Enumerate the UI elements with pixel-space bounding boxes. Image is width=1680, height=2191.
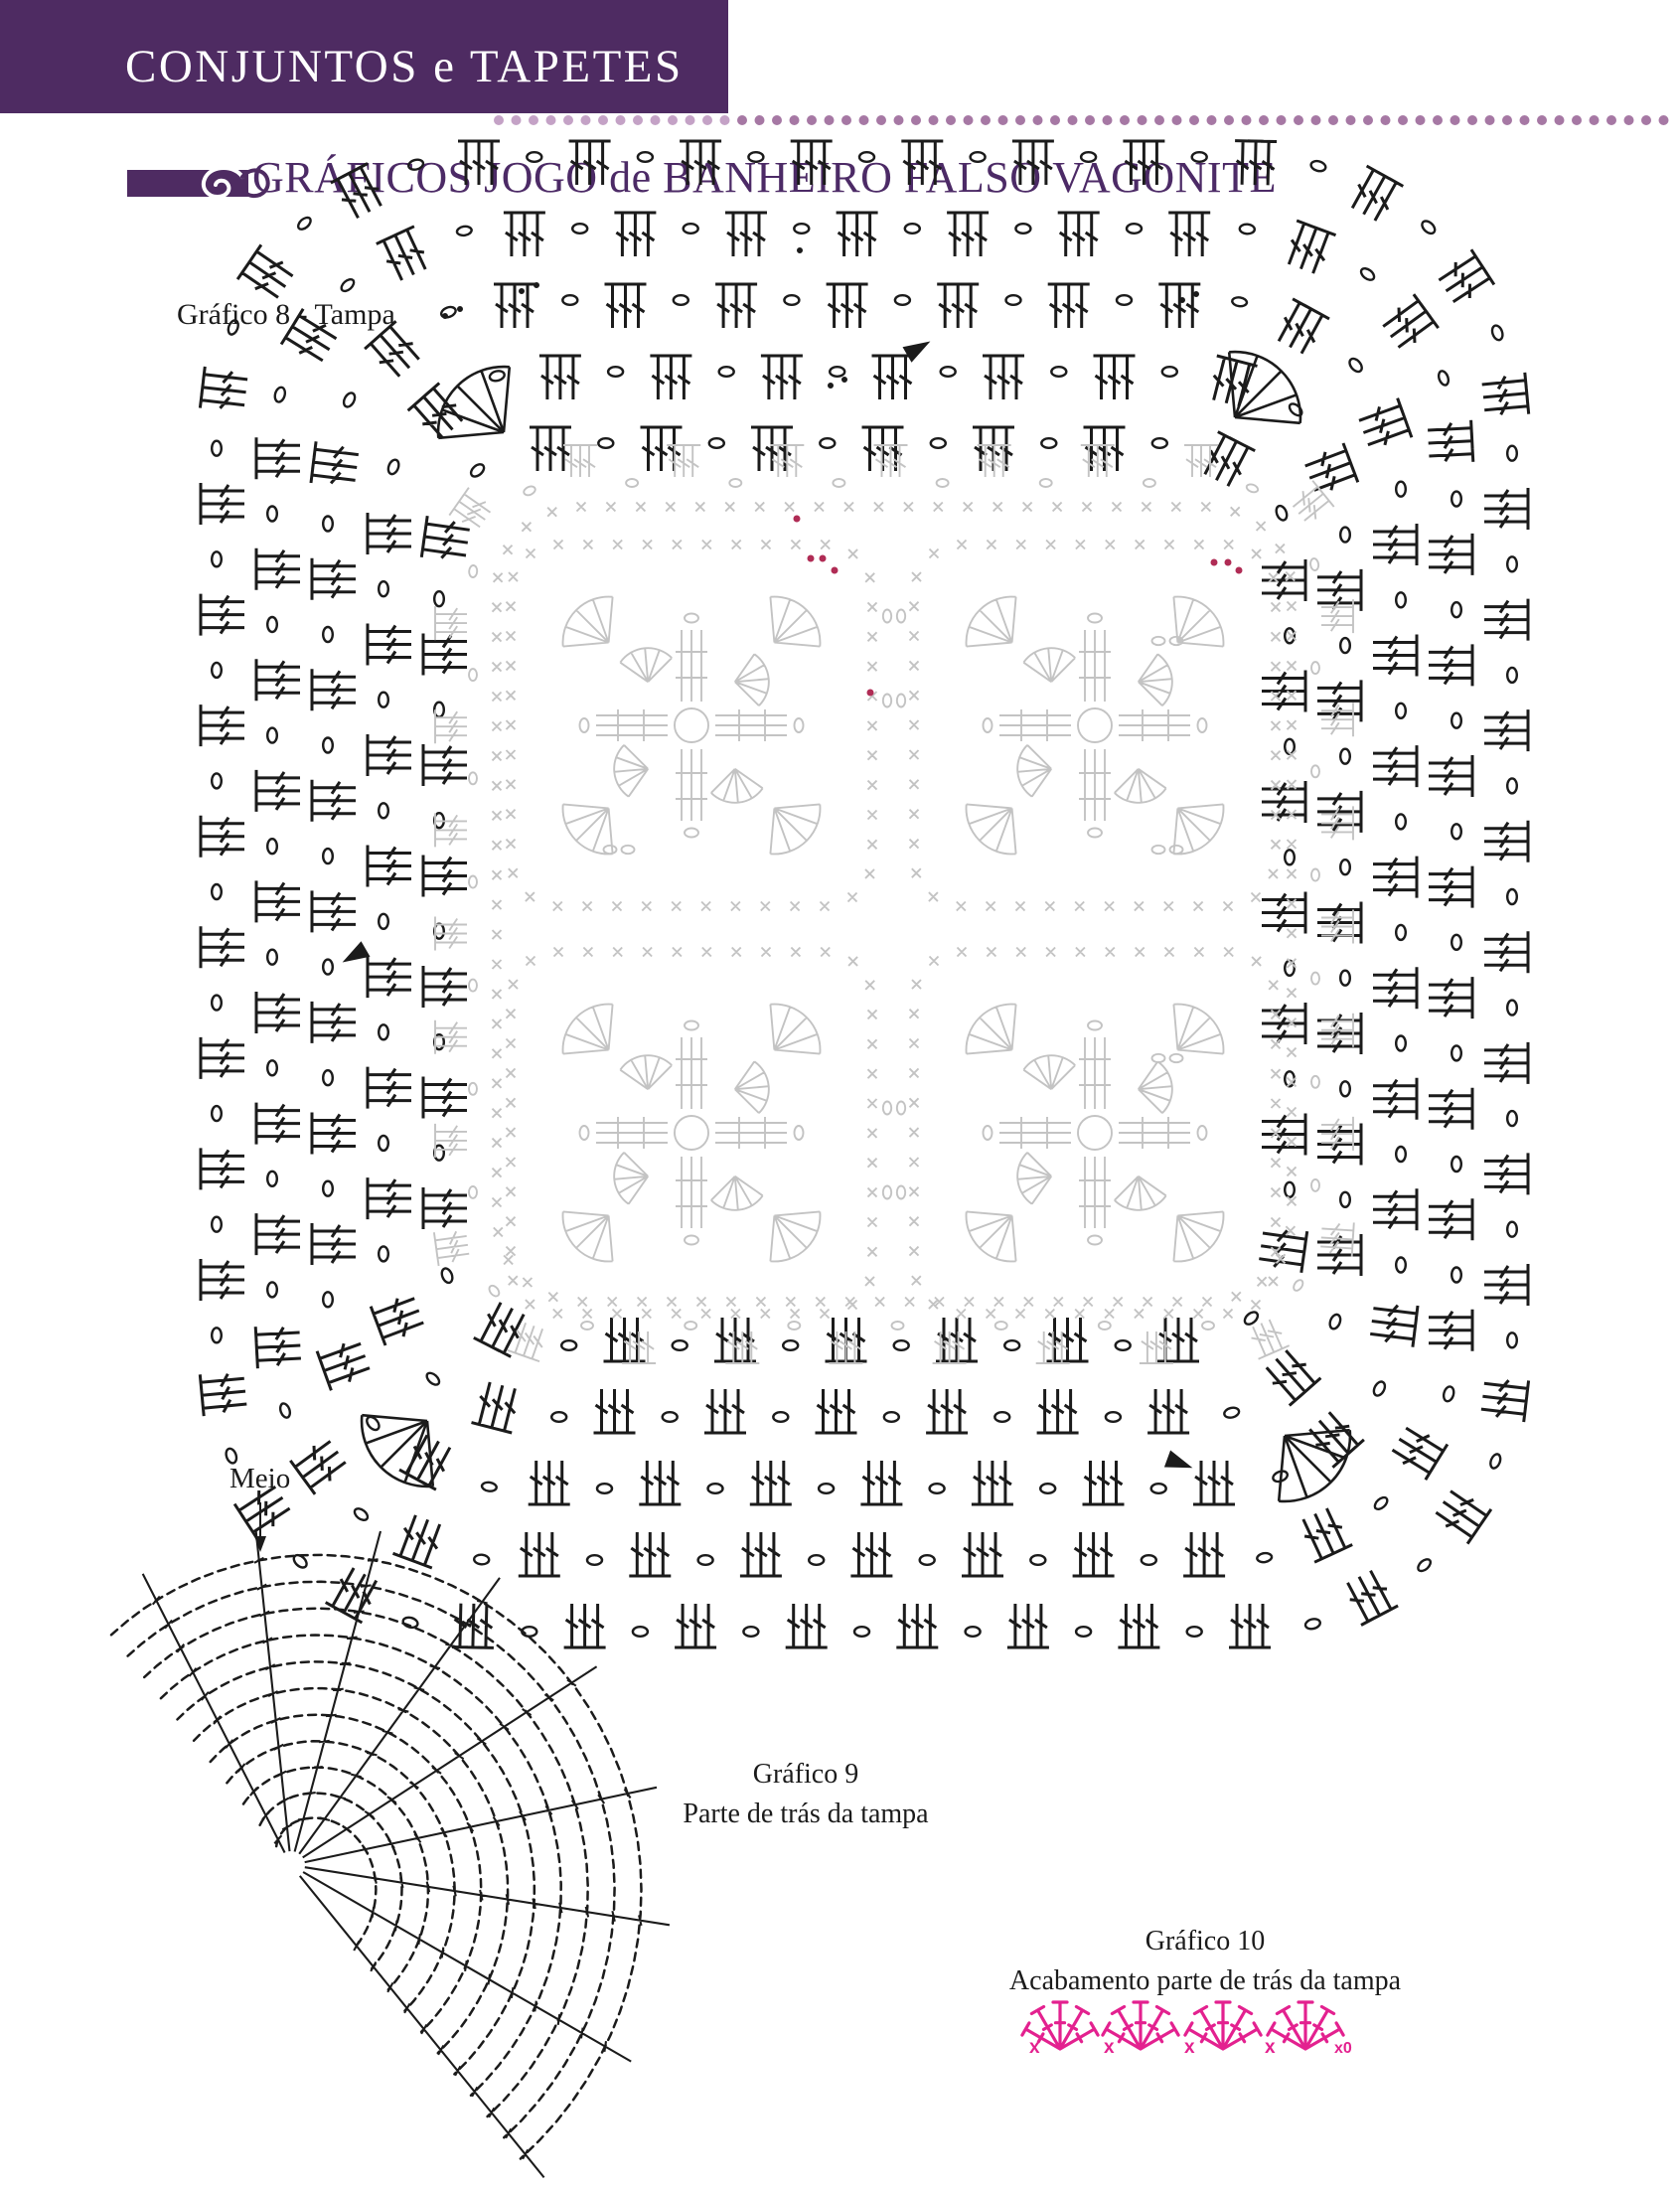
grafico10-fans	[1022, 2002, 1352, 2058]
grafico9-caption	[607, 1755, 1004, 1834]
grafico9-subtitle: Parte de trás da tampa	[683, 1798, 929, 1829]
grafico8-label: Gráfico 8 - Tampa	[177, 298, 395, 331]
grafico9-diagram	[111, 1531, 670, 2178]
section-title: GRÁFICOS JOGO de BANHEIRO FALSO VAGONITE	[252, 153, 1277, 202]
grafico8-diagram	[200, 141, 1528, 1648]
grafico10-title: Gráfico 10	[1145, 1926, 1266, 1956]
end-marker-symbol: x0	[1334, 2040, 1352, 2057]
meio-arrow-icon	[254, 1502, 266, 1552]
x-stitch-symbol: x	[1265, 2037, 1276, 2058]
x-stitch-symbol: x	[1184, 2037, 1195, 2058]
grafico10-subtitle: Acabamento parte de trás da tampa	[1008, 1964, 1402, 1996]
meio-label: Meio	[229, 1463, 291, 1494]
x-stitch-symbol: x	[1029, 2037, 1040, 2058]
header-banner	[0, 0, 728, 113]
grafico9-title: Gráfico 9	[752, 1759, 859, 1790]
grafico10-caption	[957, 1922, 1453, 2001]
dotted-separator	[494, 115, 1669, 125]
banner-title: CONJUNTOS e TAPETES	[125, 41, 684, 92]
section-title-bar	[127, 170, 248, 197]
x-stitch-symbol: x	[1104, 2037, 1115, 2058]
